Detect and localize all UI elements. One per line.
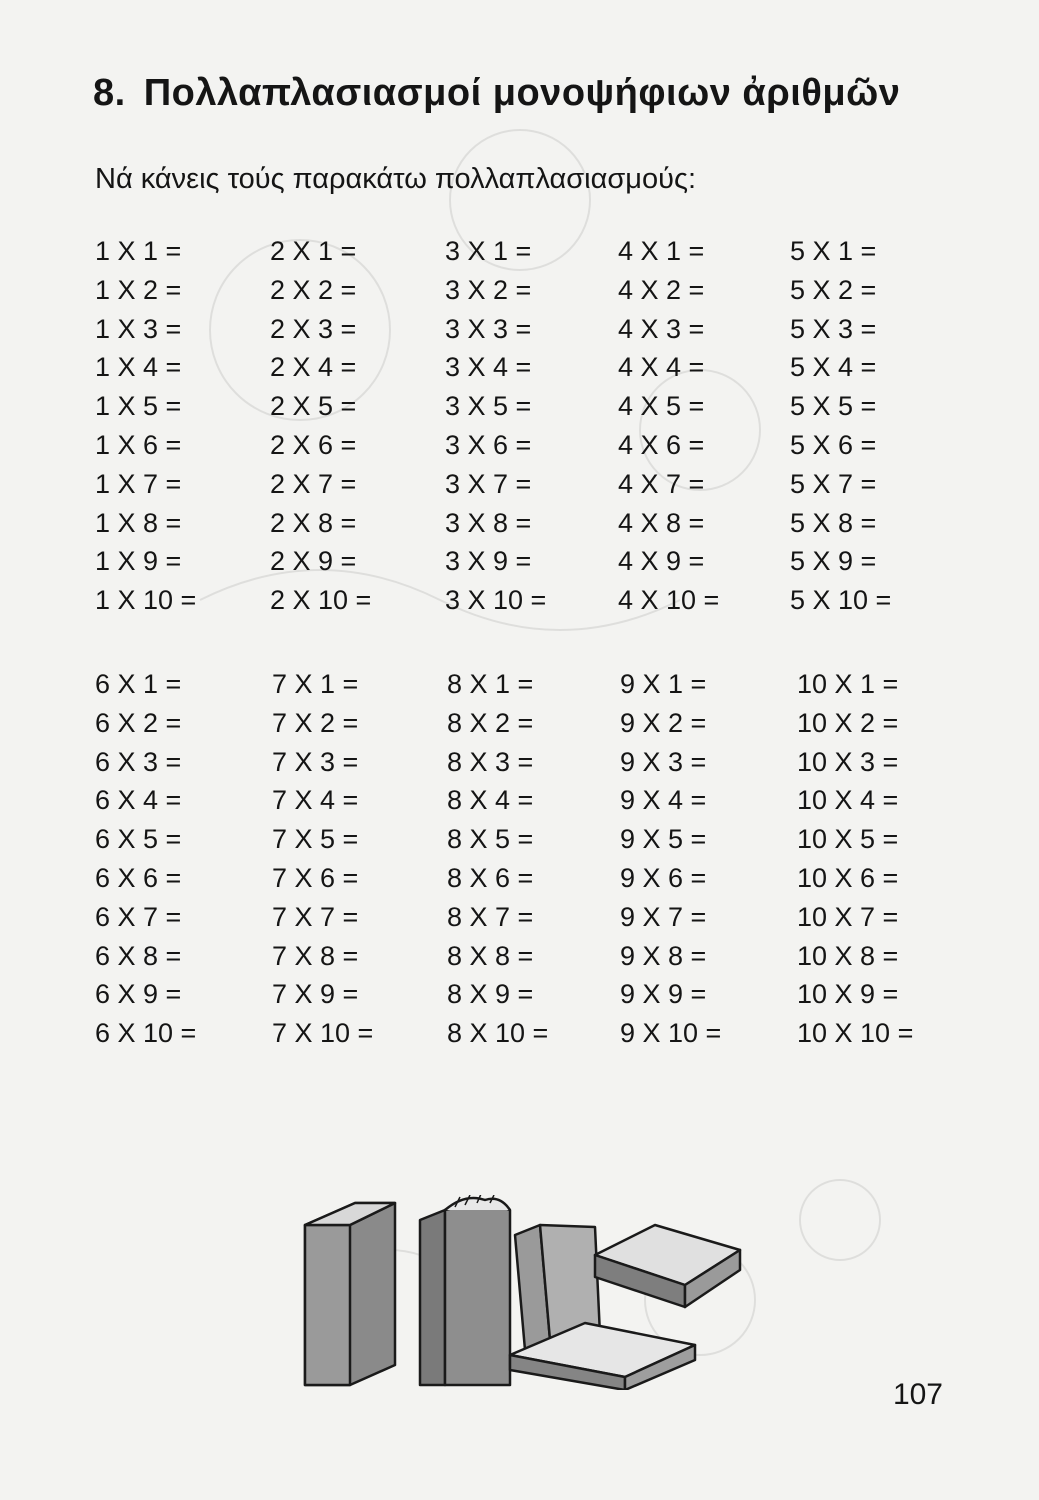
multiplication-item: 2 X 7 = [270, 468, 357, 499]
multiplication-item: 3 X 2 = [445, 274, 532, 305]
multiplication-item: 6 X 7 = [95, 901, 182, 932]
table-column-4 [618, 232, 719, 620]
multiplication-item: 6 X 4 = [95, 785, 182, 816]
multiplication-item: 8 X 1 = [447, 669, 534, 699]
multiplication-item: 4 X 7 = [618, 468, 705, 499]
exercise-instruction: Νά κάνεις τούς παρακάτω πολλαπλασιασμούς: [95, 163, 696, 195]
multiplication-item: 5 X 6 = [790, 429, 877, 460]
multiplication-item: 5 X 7 = [790, 468, 877, 499]
exercise-title: Πολλαπλασιασμοί μονοψήφιων ἀριθμῶν [143, 72, 901, 114]
multiplication-item: 6 X 8 = [95, 940, 182, 971]
multiplication-item: 10 X 9 = [797, 979, 899, 1010]
multiplication-item: 6 X 9 = [95, 979, 182, 1010]
multiplication-item: 5 X 3 = [790, 313, 877, 344]
multiplication-item: 10 X 2 = [797, 707, 899, 738]
table-column-5 [790, 232, 891, 620]
multiplication-item: 7 X 1 = [272, 669, 359, 699]
multiplication-item: 6 X 1 = [95, 669, 182, 699]
multiplication-item: 8 X 10 = [447, 1018, 549, 1049]
multiplication-item: 8 X 2 = [447, 707, 534, 738]
multiplication-item: 5 X 8 = [790, 507, 877, 538]
multiplication-item: 9 X 6 = [620, 862, 707, 893]
multiplication-item: 2 X 10 = [270, 585, 372, 616]
multiplication-item: 3 X 5 = [445, 391, 532, 422]
multiplication-item: 7 X 2 = [272, 707, 359, 738]
multiplication-item: 9 X 8 = [620, 940, 707, 971]
multiplication-item: 6 X 2 = [95, 707, 182, 738]
multiplication-item: 7 X 4 = [272, 785, 359, 816]
table-column-3 [445, 232, 546, 620]
multiplication-item: 10 X 8 = [797, 940, 899, 971]
multiplication-item: 4 X 9 = [618, 546, 705, 577]
multiplication-item: 5 X 2 = [790, 274, 877, 305]
multiplication-item: 2 X 5 = [270, 391, 357, 422]
multiplication-item: 8 X 9 = [447, 979, 534, 1010]
multiplication-item: 9 X 4 = [620, 785, 707, 816]
multiplication-item: 9 X 9 = [620, 979, 707, 1010]
multiplication-item: 1 X 6 = [95, 429, 182, 460]
multiplication-item: 3 X 1 = [445, 236, 532, 266]
multiplication-item: 2 X 9 = [270, 546, 357, 577]
table-column-9 [620, 665, 721, 1053]
multiplication-item: 1 X 10 = [95, 585, 197, 616]
multiplication-item: 9 X 1 = [620, 669, 707, 699]
multiplication-item: 2 X 8 = [270, 507, 357, 538]
table-column-7 [272, 665, 373, 1053]
multiplication-item: 2 X 1 = [270, 236, 357, 266]
multiplication-item: 6 X 5 = [95, 824, 182, 855]
multiplication-item: 9 X 3 = [620, 746, 707, 777]
multiplication-item: 5 X 1 = [790, 236, 877, 266]
multiplication-item: 1 X 4 = [95, 352, 182, 383]
multiplication-item: 3 X 10 = [445, 585, 547, 616]
multiplication-item: 7 X 3 = [272, 746, 359, 777]
multiplication-item: 2 X 6 = [270, 429, 357, 460]
table-column-2 [270, 232, 371, 620]
multiplication-item: 10 X 4 = [797, 785, 899, 816]
books-illustration-icon [295, 1195, 745, 1390]
multiplication-item: 9 X 7 = [620, 901, 707, 932]
multiplication-item: 1 X 7 = [95, 468, 182, 499]
multiplication-item: 8 X 8 = [447, 940, 534, 971]
multiplication-item: 5 X 10 = [790, 585, 892, 616]
multiplication-item: 4 X 3 = [618, 313, 705, 344]
multiplication-item: 7 X 10 = [272, 1018, 374, 1049]
multiplication-item: 8 X 4 = [447, 785, 534, 816]
table-column-10 [797, 665, 913, 1053]
multiplication-item: 10 X 10 = [797, 1018, 914, 1049]
multiplication-item: 9 X 5 = [620, 824, 707, 855]
multiplication-item: 4 X 8 = [618, 507, 705, 538]
multiplication-item: 1 X 5 = [95, 391, 182, 422]
table-column-6 [95, 665, 196, 1053]
multiplication-item: 3 X 7 = [445, 468, 532, 499]
multiplication-item: 1 X 8 = [95, 507, 182, 538]
multiplication-item: 2 X 3 = [270, 313, 357, 344]
multiplication-item: 6 X 6 = [95, 862, 182, 893]
multiplication-item: 5 X 5 = [790, 391, 877, 422]
multiplication-item: 4 X 6 = [618, 429, 705, 460]
multiplication-item: 10 X 5 = [797, 824, 899, 855]
multiplication-item: 7 X 6 = [272, 862, 359, 893]
exercise-heading [93, 72, 900, 115]
multiplication-item: 10 X 1 = [797, 669, 899, 699]
table-column-8 [447, 665, 548, 1053]
multiplication-item: 8 X 3 = [447, 746, 534, 777]
multiplication-item: 3 X 8 = [445, 507, 532, 538]
multiplication-item: 8 X 6 = [447, 862, 534, 893]
multiplication-item: 4 X 4 = [618, 352, 705, 383]
multiplication-item: 7 X 8 = [272, 940, 359, 971]
multiplication-item: 5 X 9 = [790, 546, 877, 577]
multiplication-item: 1 X 9 = [95, 546, 182, 577]
multiplication-item: 2 X 2 = [270, 274, 357, 305]
multiplication-item: 4 X 2 = [618, 274, 705, 305]
multiplication-item: 1 X 2 = [95, 274, 182, 305]
multiplication-item: 10 X 7 = [797, 901, 899, 932]
multiplication-item: 1 X 1 = [95, 236, 182, 266]
page-number: 107 [892, 1378, 943, 1411]
multiplication-item: 1 X 3 = [95, 313, 182, 344]
multiplication-item: 7 X 5 = [272, 824, 359, 855]
multiplication-item: 2 X 4 = [270, 352, 357, 383]
multiplication-item: 3 X 6 = [445, 429, 532, 460]
multiplication-item: 3 X 3 = [445, 313, 532, 344]
multiplication-item: 3 X 9 = [445, 546, 532, 577]
multiplication-item: 6 X 3 = [95, 746, 182, 777]
multiplication-item: 10 X 3 = [797, 746, 899, 777]
multiplication-item: 9 X 10 = [620, 1018, 722, 1049]
multiplication-item: 4 X 10 = [618, 585, 720, 616]
multiplication-item: 4 X 1 = [618, 236, 705, 266]
multiplication-item: 10 X 6 = [797, 862, 899, 893]
multiplication-item: 5 X 4 = [790, 352, 877, 383]
multiplication-item: 4 X 5 = [618, 391, 705, 422]
multiplication-item: 7 X 9 = [272, 979, 359, 1010]
exercise-number: 8. [93, 72, 126, 114]
multiplication-item: 3 X 4 = [445, 352, 532, 383]
table-column-1 [95, 232, 196, 620]
multiplication-item: 6 X 10 = [95, 1018, 197, 1049]
multiplication-item: 9 X 2 = [620, 707, 707, 738]
multiplication-item: 7 X 7 = [272, 901, 359, 932]
multiplication-item: 8 X 7 = [447, 901, 534, 932]
multiplication-item: 8 X 5 = [447, 824, 534, 855]
